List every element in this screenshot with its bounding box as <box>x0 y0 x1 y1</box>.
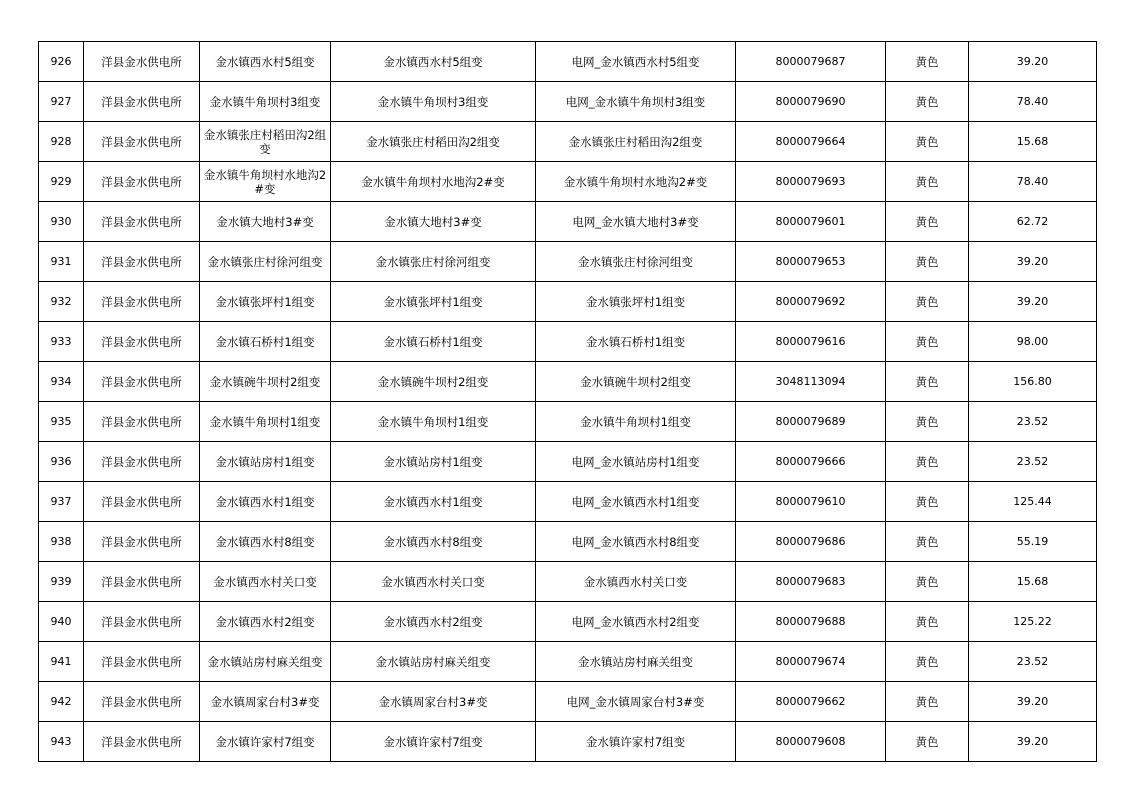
table-row <box>39 282 1097 322</box>
row-number-cell: 934 <box>39 362 84 402</box>
asset-name-cell: 金水镇站房村1组变 <box>331 442 536 482</box>
warning-level-cell: 黄色 <box>886 362 969 402</box>
supply-station-cell: 洋县金水供电所 <box>84 202 200 242</box>
table-row <box>39 122 1097 162</box>
supply-station-cell: 洋县金水供电所 <box>84 682 200 722</box>
grid-name-cell: 金水镇张坪村1组变 <box>536 282 736 322</box>
warning-level-cell: 黄色 <box>886 642 969 682</box>
supply-station-cell: 洋县金水供电所 <box>84 402 200 442</box>
supply-station-cell: 洋县金水供电所 <box>84 122 200 162</box>
table-row <box>39 202 1097 242</box>
warning-level-cell: 黄色 <box>886 522 969 562</box>
asset-name-cell: 金水镇牛角坝村1组变 <box>331 402 536 442</box>
table-row <box>39 242 1097 282</box>
supply-station-cell: 洋县金水供电所 <box>84 162 200 202</box>
grid-name-cell: 电网_金水镇站房村1组变 <box>536 442 736 482</box>
table-row <box>39 162 1097 202</box>
transformer-name-cell: 金水镇西水村1组变 <box>200 482 331 522</box>
table-row <box>39 722 1097 762</box>
transformer-name-cell: 金水镇碗牛坝村2组变 <box>200 362 331 402</box>
capacity-value-cell: 23.52 <box>969 402 1097 442</box>
grid-name-cell: 金水镇碗牛坝村2组变 <box>536 362 736 402</box>
meter-id-cell: 8000079683 <box>736 562 886 602</box>
supply-station-cell: 洋县金水供电所 <box>84 362 200 402</box>
grid-name-cell: 电网_金水镇大地村3#变 <box>536 202 736 242</box>
grid-name-cell: 金水镇牛角坝村水地沟2#变 <box>536 162 736 202</box>
table-row <box>39 442 1097 482</box>
transformer-name-cell: 金水镇西水村8组变 <box>200 522 331 562</box>
transformer-name-cell: 金水镇大地村3#变 <box>200 202 331 242</box>
table-row <box>39 42 1097 82</box>
transformer-name-cell: 金水镇张坪村1组变 <box>200 282 331 322</box>
meter-id-cell: 8000079689 <box>736 402 886 442</box>
grid-name-cell: 金水镇张庄村徐河组变 <box>536 242 736 282</box>
row-number-cell: 942 <box>39 682 84 722</box>
row-number-cell: 941 <box>39 642 84 682</box>
warning-level-cell: 黄色 <box>886 442 969 482</box>
asset-name-cell: 金水镇西水村5组变 <box>331 42 536 82</box>
table-row <box>39 522 1097 562</box>
supply-station-cell: 洋县金水供电所 <box>84 602 200 642</box>
supply-station-cell: 洋县金水供电所 <box>84 722 200 762</box>
grid-name-cell: 电网_金水镇西水村8组变 <box>536 522 736 562</box>
meter-id-cell: 8000079690 <box>736 82 886 122</box>
supply-station-cell: 洋县金水供电所 <box>84 42 200 82</box>
transformer-name-cell: 金水镇许家村7组变 <box>200 722 331 762</box>
row-number-cell: 943 <box>39 722 84 762</box>
supply-station-cell: 洋县金水供电所 <box>84 522 200 562</box>
meter-id-cell: 8000079662 <box>736 682 886 722</box>
warning-level-cell: 黄色 <box>886 162 969 202</box>
asset-name-cell: 金水镇许家村7组变 <box>331 722 536 762</box>
meter-id-cell: 8000079674 <box>736 642 886 682</box>
supply-station-cell: 洋县金水供电所 <box>84 242 200 282</box>
capacity-value-cell: 125.22 <box>969 602 1097 642</box>
warning-level-cell: 黄色 <box>886 42 969 82</box>
supply-station-cell: 洋县金水供电所 <box>84 482 200 522</box>
meter-id-cell: 8000079687 <box>736 42 886 82</box>
transformer-table <box>38 41 1097 762</box>
warning-level-cell: 黄色 <box>886 282 969 322</box>
warning-level-cell: 黄色 <box>886 242 969 282</box>
table-row <box>39 82 1097 122</box>
row-number-cell: 927 <box>39 82 84 122</box>
row-number-cell: 930 <box>39 202 84 242</box>
table-row <box>39 602 1097 642</box>
capacity-value-cell: 23.52 <box>969 642 1097 682</box>
capacity-value-cell: 39.20 <box>969 282 1097 322</box>
asset-name-cell: 金水镇石桥村1组变 <box>331 322 536 362</box>
meter-id-cell: 8000079686 <box>736 522 886 562</box>
supply-station-cell: 洋县金水供电所 <box>84 282 200 322</box>
table-row <box>39 482 1097 522</box>
warning-level-cell: 黄色 <box>886 722 969 762</box>
asset-name-cell: 金水镇站房村麻关组变 <box>331 642 536 682</box>
meter-id-cell: 8000079601 <box>736 202 886 242</box>
table-row <box>39 362 1097 402</box>
row-number-cell: 926 <box>39 42 84 82</box>
asset-name-cell: 金水镇西水村2组变 <box>331 602 536 642</box>
row-number-cell: 936 <box>39 442 84 482</box>
meter-id-cell: 8000079688 <box>736 602 886 642</box>
supply-station-cell: 洋县金水供电所 <box>84 562 200 602</box>
meter-id-cell: 8000079666 <box>736 442 886 482</box>
capacity-value-cell: 39.20 <box>969 42 1097 82</box>
row-number-cell: 933 <box>39 322 84 362</box>
supply-station-cell: 洋县金水供电所 <box>84 322 200 362</box>
table-row <box>39 402 1097 442</box>
row-number-cell: 935 <box>39 402 84 442</box>
meter-id-cell: 8000079664 <box>736 122 886 162</box>
warning-level-cell: 黄色 <box>886 602 969 642</box>
transformer-name-cell: 金水镇站房村1组变 <box>200 442 331 482</box>
capacity-value-cell: 39.20 <box>969 682 1097 722</box>
capacity-value-cell: 78.40 <box>969 82 1097 122</box>
capacity-value-cell: 23.52 <box>969 442 1097 482</box>
transformer-name-cell: 金水镇张庄村徐河组变 <box>200 242 331 282</box>
capacity-value-cell: 62.72 <box>969 202 1097 242</box>
asset-name-cell: 金水镇张庄村稻田沟2组变 <box>331 122 536 162</box>
grid-name-cell: 电网_金水镇西水村5组变 <box>536 42 736 82</box>
meter-id-cell: 3048113094 <box>736 362 886 402</box>
table-row <box>39 562 1097 602</box>
capacity-value-cell: 15.68 <box>969 562 1097 602</box>
transformer-name-cell: 金水镇牛角坝村水地沟2#变 <box>200 162 331 202</box>
row-number-cell: 929 <box>39 162 84 202</box>
capacity-value-cell: 15.68 <box>969 122 1097 162</box>
asset-name-cell: 金水镇西水村8组变 <box>331 522 536 562</box>
asset-name-cell: 金水镇西水村关口变 <box>331 562 536 602</box>
table-row <box>39 682 1097 722</box>
grid-name-cell: 金水镇站房村麻关组变 <box>536 642 736 682</box>
grid-name-cell: 金水镇许家村7组变 <box>536 722 736 762</box>
transformer-name-cell: 金水镇牛角坝村3组变 <box>200 82 331 122</box>
asset-name-cell: 金水镇周家台村3#变 <box>331 682 536 722</box>
transformer-name-cell: 金水镇西水村5组变 <box>200 42 331 82</box>
grid-name-cell: 电网_金水镇周家台村3#变 <box>536 682 736 722</box>
meter-id-cell: 8000079608 <box>736 722 886 762</box>
row-number-cell: 931 <box>39 242 84 282</box>
warning-level-cell: 黄色 <box>886 562 969 602</box>
asset-name-cell: 金水镇碗牛坝村2组变 <box>331 362 536 402</box>
warning-level-cell: 黄色 <box>886 402 969 442</box>
grid-name-cell: 金水镇张庄村稻田沟2组变 <box>536 122 736 162</box>
row-number-cell: 939 <box>39 562 84 602</box>
table-row <box>39 642 1097 682</box>
grid-name-cell: 金水镇石桥村1组变 <box>536 322 736 362</box>
row-number-cell: 928 <box>39 122 84 162</box>
supply-station-cell: 洋县金水供电所 <box>84 442 200 482</box>
transformer-name-cell: 金水镇站房村麻关组变 <box>200 642 331 682</box>
transformer-name-cell: 金水镇西水村2组变 <box>200 602 331 642</box>
warning-level-cell: 黄色 <box>886 322 969 362</box>
meter-id-cell: 8000079616 <box>736 322 886 362</box>
transformer-name-cell: 金水镇石桥村1组变 <box>200 322 331 362</box>
meter-id-cell: 8000079693 <box>736 162 886 202</box>
grid-name-cell: 电网_金水镇西水村1组变 <box>536 482 736 522</box>
transformer-name-cell: 金水镇牛角坝村1组变 <box>200 402 331 442</box>
asset-name-cell: 金水镇张庄村徐河组变 <box>331 242 536 282</box>
capacity-value-cell: 156.80 <box>969 362 1097 402</box>
warning-level-cell: 黄色 <box>886 482 969 522</box>
asset-name-cell: 金水镇牛角坝村水地沟2#变 <box>331 162 536 202</box>
grid-name-cell: 电网_金水镇牛角坝村3组变 <box>536 82 736 122</box>
asset-name-cell: 金水镇牛角坝村3组变 <box>331 82 536 122</box>
warning-level-cell: 黄色 <box>886 682 969 722</box>
supply-station-cell: 洋县金水供电所 <box>84 642 200 682</box>
transformer-name-cell: 金水镇张庄村稻田沟2组变 <box>200 122 331 162</box>
transformer-name-cell: 金水镇周家台村3#变 <box>200 682 331 722</box>
grid-name-cell: 金水镇西水村关口变 <box>536 562 736 602</box>
warning-level-cell: 黄色 <box>886 122 969 162</box>
warning-level-cell: 黄色 <box>886 202 969 242</box>
capacity-value-cell: 125.44 <box>969 482 1097 522</box>
table-body <box>39 42 1097 762</box>
grid-name-cell: 电网_金水镇西水村2组变 <box>536 602 736 642</box>
grid-name-cell: 金水镇牛角坝村1组变 <box>536 402 736 442</box>
meter-id-cell: 8000079610 <box>736 482 886 522</box>
capacity-value-cell: 78.40 <box>969 162 1097 202</box>
asset-name-cell: 金水镇张坪村1组变 <box>331 282 536 322</box>
table-row <box>39 322 1097 362</box>
meter-id-cell: 8000079653 <box>736 242 886 282</box>
transformer-name-cell: 金水镇西水村关口变 <box>200 562 331 602</box>
capacity-value-cell: 98.00 <box>969 322 1097 362</box>
capacity-value-cell: 55.19 <box>969 522 1097 562</box>
capacity-value-cell: 39.20 <box>969 722 1097 762</box>
row-number-cell: 938 <box>39 522 84 562</box>
asset-name-cell: 金水镇大地村3#变 <box>331 202 536 242</box>
row-number-cell: 940 <box>39 602 84 642</box>
capacity-value-cell: 39.20 <box>969 242 1097 282</box>
supply-station-cell: 洋县金水供电所 <box>84 82 200 122</box>
asset-name-cell: 金水镇西水村1组变 <box>331 482 536 522</box>
warning-level-cell: 黄色 <box>886 82 969 122</box>
row-number-cell: 932 <box>39 282 84 322</box>
meter-id-cell: 8000079692 <box>736 282 886 322</box>
row-number-cell: 937 <box>39 482 84 522</box>
